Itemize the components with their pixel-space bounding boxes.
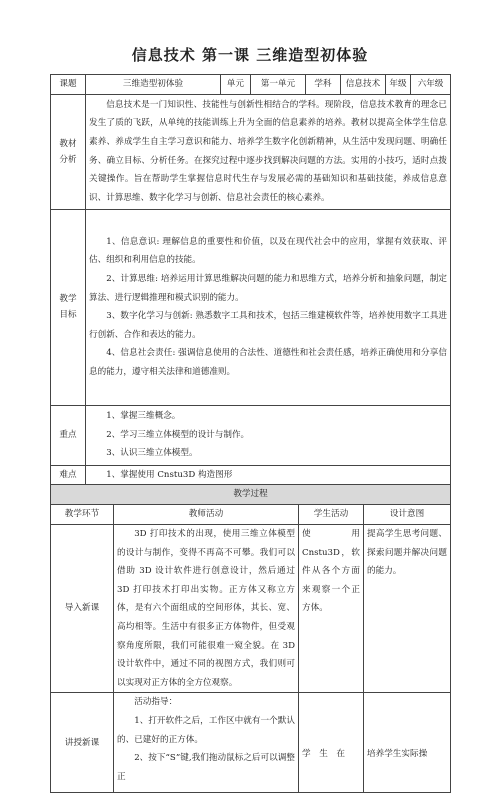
teacher-activity-item: 活动指导： bbox=[134, 697, 178, 708]
table-row bbox=[51, 525, 451, 693]
teacher-activity-item: 2、按下“S”键,我们拖动鼠标之后可以调整正 bbox=[117, 753, 295, 782]
column-header: 教学环节 bbox=[51, 505, 114, 525]
course-label: 课题 bbox=[51, 75, 86, 95]
goal-item: 3、数字化学习与创新: 熟悉数字工具和技术，包括三维建模软件等，培养使用数字工具进行创新、合作和表达的能力。 bbox=[89, 311, 447, 340]
goal-item: 4、信息社会责任: 强调信息使用的合法性、道德性和社会责任感，培养正确使用和分享信息的能力，遵守相关法律和道德准则。 bbox=[89, 348, 447, 377]
stage-label: 导入新课 bbox=[51, 525, 114, 693]
column-header: 教师活动 bbox=[114, 505, 299, 525]
goals-label-text: 教学目标 bbox=[59, 294, 77, 321]
analysis-label bbox=[51, 94, 86, 209]
teacher-activity-item: 1、打开软件之后，工作区中就有一个默认的、已建好的正方体。 bbox=[117, 715, 295, 745]
lesson-info-table bbox=[50, 74, 451, 485]
teacher-activity bbox=[114, 525, 299, 693]
analysis-label-text: 教材分析 bbox=[59, 138, 77, 165]
key-point-item: 2、学习三维立体模型的设计与制作。 bbox=[106, 429, 250, 440]
key-point-item: 3、认识三维立体模型。 bbox=[106, 448, 198, 459]
page-title: 信息技术 第一课 三维造型初体验 bbox=[131, 46, 369, 64]
process-table bbox=[50, 484, 451, 793]
goals-label bbox=[51, 209, 86, 405]
key-point-item: 1、掌握三维概念。 bbox=[106, 411, 181, 422]
difficulty-label: 难点 bbox=[51, 465, 86, 485]
goal-item: 1、信息意识: 理解信息的重要性和价值，以及在现代社会中的应用，掌握有效获取、评估、组织和利用信息的技能。 bbox=[89, 236, 447, 266]
difficulty-cell bbox=[86, 465, 451, 485]
grade-label: 年级 bbox=[386, 75, 411, 95]
stage-label: 讲授新课 bbox=[51, 693, 114, 793]
goal-item: 2、计算思维: 培养运用计算思维解决问题的能力和思维方式，培养分析和抽象问题，制定算法、进行逻辑推理和模式识别的能力。 bbox=[89, 273, 447, 303]
unit-value: 第一单元 bbox=[251, 75, 306, 95]
design-intent: 提高学生思考问题、探索问题并解决问题的能力。 bbox=[364, 525, 451, 693]
analysis-cell bbox=[86, 94, 451, 209]
column-header: 学生活动 bbox=[299, 505, 364, 525]
key-points-cell bbox=[86, 405, 451, 465]
analysis-text: 信息技术是一门知识性、技能性与创新性相结合的学科。现阶段，信息技术教育的理念已发生了质的飞跃，从单纯的技能训练上升为全面的信息素养的培养。教材以提高全体学生信息素养、养成学生自主学习意识和能力、培养学生数字化创新精神，从生活中发现问题、明确任务、确立目标、分析任务。在探究过程中逐步找到解决问题的方法。实用的小技巧，适时点拨关键操作。旨在帮助学生掌握信息时代生存与发展必需的基础知识和基础技能，养成信息意识、计算思维、数字化学习与创新、信息社会责任的核心素养。 bbox=[89, 99, 447, 203]
subject-label: 学科 bbox=[306, 75, 341, 95]
difficulty-text: 1、掌握使用 Cnstu3D 构造图形 bbox=[106, 469, 233, 480]
process-header: 教学过程 bbox=[51, 485, 451, 505]
goals-cell bbox=[86, 209, 451, 405]
design-intent: 培养学生实际操 bbox=[364, 693, 451, 793]
key-points-label: 重点 bbox=[51, 405, 86, 465]
grade-value: 六年级 bbox=[411, 75, 451, 95]
column-header: 设计意图 bbox=[364, 505, 451, 525]
subject-value: 信息技术 bbox=[341, 75, 386, 95]
unit-label: 单元 bbox=[221, 75, 251, 95]
teacher-activity-text: 3D 打印技术的出现，使用三维立体模型的设计与制作，变得不再高不可攀。我们可以借助 3D 设计软件进行创意设计，然后通过 3D 打印技术打印出实物。正方体又称立方体，是有六个面组成的空间形体，其长、宽、高均相等。生活中有很多正方体物件，但受观察角度所限，我们可能很难一窥全貌。在 3D 设计软件中，通过不同的视图方式，我们则可以实现对正方体的全方位观察。 bbox=[117, 529, 295, 688]
student-activity: 学 生 在 bbox=[299, 693, 364, 793]
student-activity: 使用 Cnstu3D，软件从各个方面来观察一个正方体。 bbox=[299, 525, 364, 693]
table-row bbox=[51, 693, 451, 793]
course-value: 三维造型初体验 bbox=[86, 75, 221, 95]
teacher-activity bbox=[114, 693, 299, 793]
